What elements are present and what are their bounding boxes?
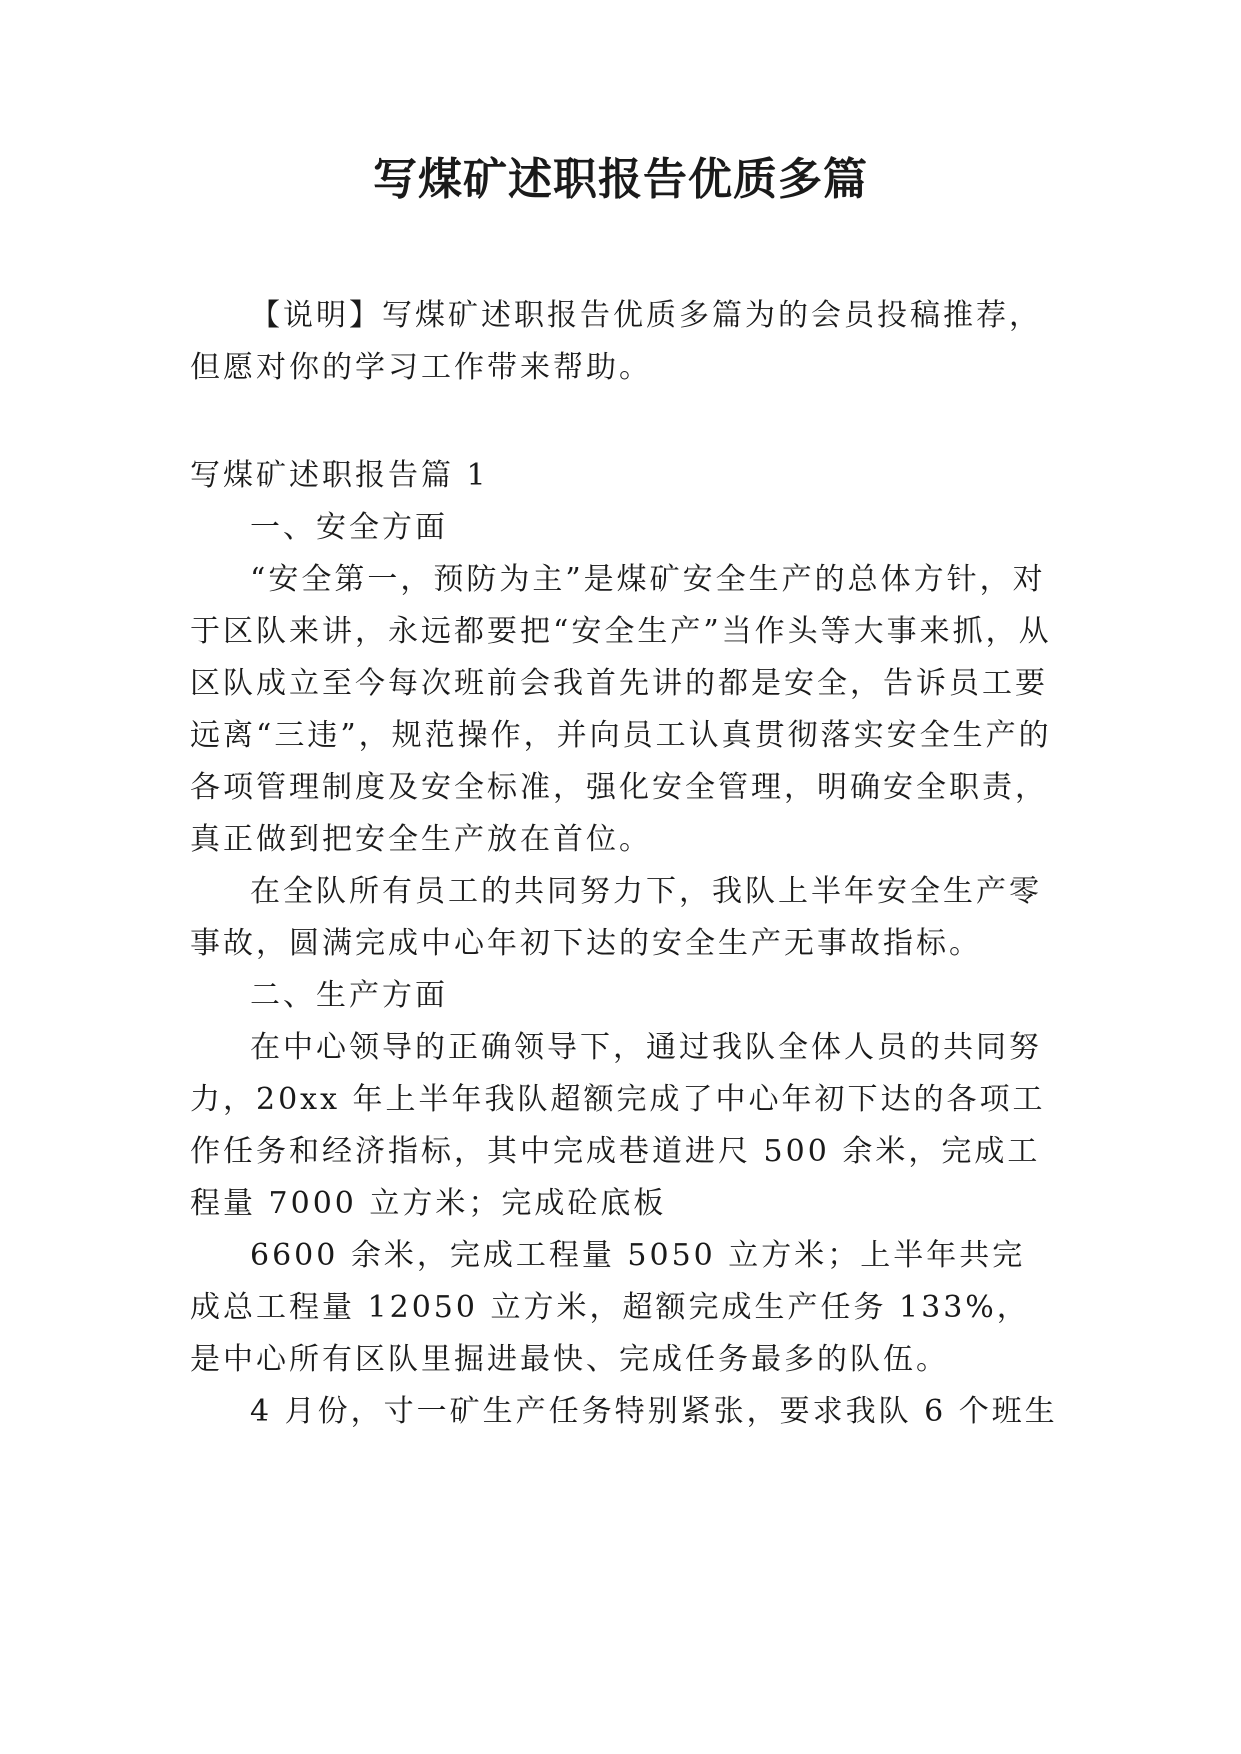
paragraph: “安全第一，预防为主”是煤矿安全生产的总体方针，对于区队来讲，永远都要把“安全生产”当作头等大事来抓，从区队成立至今每次班前会我首先讲的都是安全，告诉员工要远离“三违”，规范操作，并向员工认真贯彻落实安全生产的各项管理制度及安全标准，强化安全管理，明确安全职责，真正做到把安全生产放在首位。 xyxy=(190,562,1052,857)
paragraph: 4 月份，寸一矿生产任务特别紧张，要求我队 6 个班生 xyxy=(250,1394,1058,1429)
document-title: 写煤矿述职报告优质多篇 xyxy=(373,154,868,205)
heading-safety: 一、安全方面 xyxy=(250,510,448,545)
paragraph: 在中心领导的正确领导下，通过我队全体人员的共同努力，20xx 年上半年我队超额完成了中心年初下达的各项工作任务和经济指标，其中完成巷道进尺 500 余米，完成工程量 7000 立方米；完成砼底板 xyxy=(190,1030,1046,1221)
paragraph: 6600 余米，完成工程量 5050 立方米；上半年共完成总工程量 12050 立方米，超额完成生产任务 133%，是中心所有区队里掘进最快、完成任务最多的队伍。 xyxy=(190,1238,1030,1377)
note-paragraph: 【说明】写煤矿述职报告优质多篇为的会员投稿推荐，但愿对你的学习工作带来帮助。 xyxy=(190,298,1042,385)
document-body xyxy=(190,290,1058,1438)
heading-production: 二、生产方面 xyxy=(250,978,448,1013)
paragraph: 在全队所有员工的共同努力下，我队上半年安全生产零事故，圆满完成中心年初下达的安全生产无事故指标。 xyxy=(190,874,1042,961)
section-title: 写煤矿述职报告篇 1 xyxy=(190,458,489,493)
